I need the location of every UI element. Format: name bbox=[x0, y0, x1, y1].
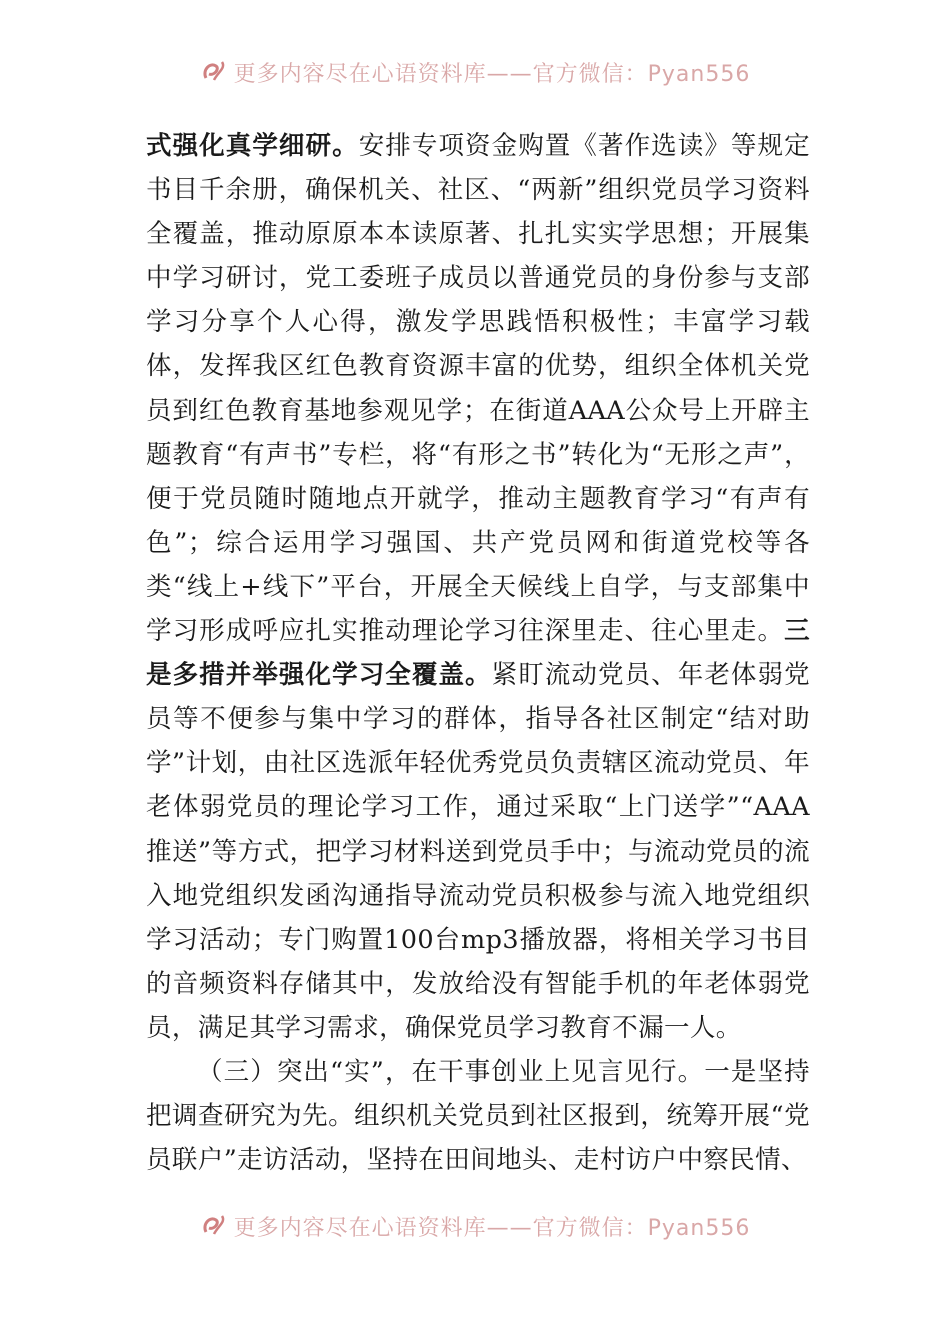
document-body bbox=[146, 124, 810, 1182]
body-text-1: 安排专项资金购置《著作选读》等规定书目千余册，确保机关、社区、“两新”组织党员学习资料全覆盖，推动原原本本读原著、扎扎实实学思想；开展集中学习研讨，党工委班子成员以普通党员的身份参与支部学习分享个人心得，激发学思践悟积极性；丰富学习载体，发挥我区红色教育资源丰富的优势，组织全体机关党员到红色教育基地参观见学；在街道AAA公众号上开辟主题教育“有声书”专栏，将“有形之书”转化为“无形之声”，便于党员随时随地点开就学，推动主题教育学习“有声有色”；综合运用学习强国、共产党员网和街道党校等各类“线上+线下”平台，开展全天候线上自学，与支部集中学习形成呼应扎实推动理论学习往深里走、往心里走。 bbox=[146, 131, 810, 647]
bold-lead-2: 三是多措并举强化学习全覆盖。 bbox=[146, 616, 810, 691]
paragraph-section-three: （三）突出“实”，在干事创业上见言见行。一是坚持把调查研究为先。组织机关党员到社区报到，统筹开展“党员联户”走访活动，坚持在田间地头、走村访户中察民情、 bbox=[146, 1056, 810, 1176]
watermark-logo-icon bbox=[200, 58, 228, 86]
header-watermark bbox=[0, 52, 950, 92]
watermark-text: 更多内容尽在心语资料库——官方微信：Pyan556 bbox=[233, 1215, 751, 1241]
bold-lead-1: 式强化真学细研。 bbox=[146, 131, 359, 161]
watermark-logo-icon bbox=[200, 1212, 228, 1240]
watermark-text: 更多内容尽在心语资料库——官方微信：Pyan556 bbox=[233, 61, 751, 87]
paragraph-study-coverage bbox=[146, 124, 810, 1050]
footer-watermark bbox=[0, 1206, 950, 1246]
body-text-2: 紧盯流动党员、年老体弱党员等不便参与集中学习的群体，指导各社区制定“结对助学”计划，由社区选派年轻优秀党员负责辖区流动党员、年老体弱党员的理论学习工作，通过采取“上门送学”“AAA推送”等方式，把学习材料送到党员手中；与流动党员的流入地党组织发函沟通指导流动党员积极参与流入地党组织学习活动；专门购置100台mp3播放器，将相关学习书目的音频资料存储其中，发放给没有智能手机的年老体弱党员，满足其学习需求，确保党员学习教育不漏一人。 bbox=[146, 660, 810, 1043]
